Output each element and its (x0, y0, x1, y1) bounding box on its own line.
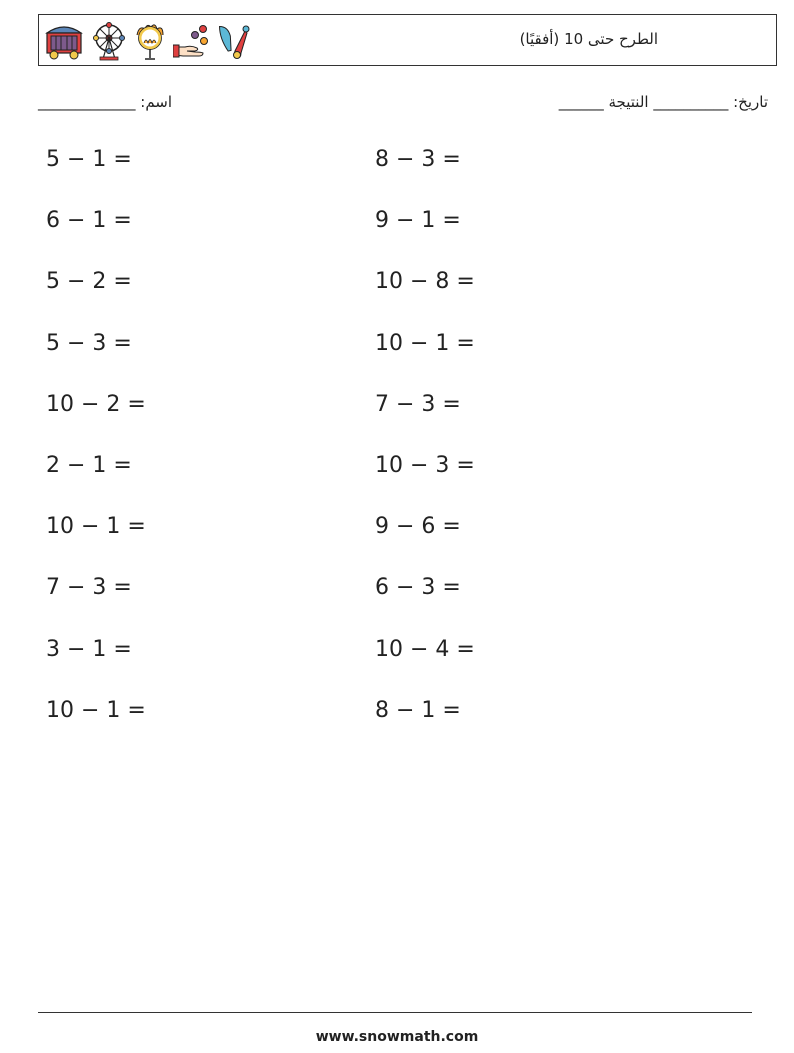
subtraction-problem: 3 − 1 = (46, 636, 132, 662)
subtraction-problem: 10 − 1 = (46, 514, 146, 540)
subtraction-problem: 10 − 2 = (46, 391, 146, 417)
subtraction-problem: 10 − 1 = (375, 330, 475, 356)
subtraction-problem: 8 − 3 = (375, 147, 461, 172)
worksheet-header (38, 14, 777, 66)
subtraction-problem: 7 − 3 = (46, 575, 132, 601)
juggling-hand-icon (173, 21, 211, 61)
fire-ring-icon (133, 21, 167, 61)
circus-wagon-icon (43, 21, 85, 61)
worksheet-title: الطرح حتى 10 (أفقيًا) (519, 30, 658, 48)
subtraction-problem: 5 − 3 = (46, 330, 132, 356)
subtraction-problem: 10 − 1 = (46, 697, 146, 723)
juggling-clubs-icon (217, 21, 253, 61)
subtraction-problem: 10 − 4 = (375, 636, 475, 662)
subtraction-problem: 8 − 1 = (375, 697, 461, 723)
subtraction-problem: 2 − 1 = (46, 453, 132, 478)
subtraction-problem: 10 − 8 = (375, 269, 475, 295)
ferris-wheel-icon (91, 21, 127, 61)
date-score-field: تاريخ: __________ النتيجة ______ (558, 93, 768, 111)
footer-url: www.snowmath.com (315, 1029, 479, 1045)
subtraction-problem: 9 − 1 = (375, 208, 461, 234)
subtraction-problem: 6 − 1 = (46, 208, 132, 234)
footer-divider (38, 1012, 752, 1013)
subtraction-problem: 10 − 3 = (375, 453, 475, 478)
subtraction-problem: 9 − 6 = (375, 514, 461, 540)
subtraction-problem: 5 − 2 = (46, 269, 132, 295)
subtraction-problem: 6 − 3 = (375, 575, 461, 601)
icon-strip (43, 19, 253, 63)
subtraction-problem: 7 − 3 = (375, 391, 461, 417)
subtraction-problem: 5 − 1 = (46, 147, 132, 172)
name-field: اسم: _____________ (38, 93, 173, 111)
